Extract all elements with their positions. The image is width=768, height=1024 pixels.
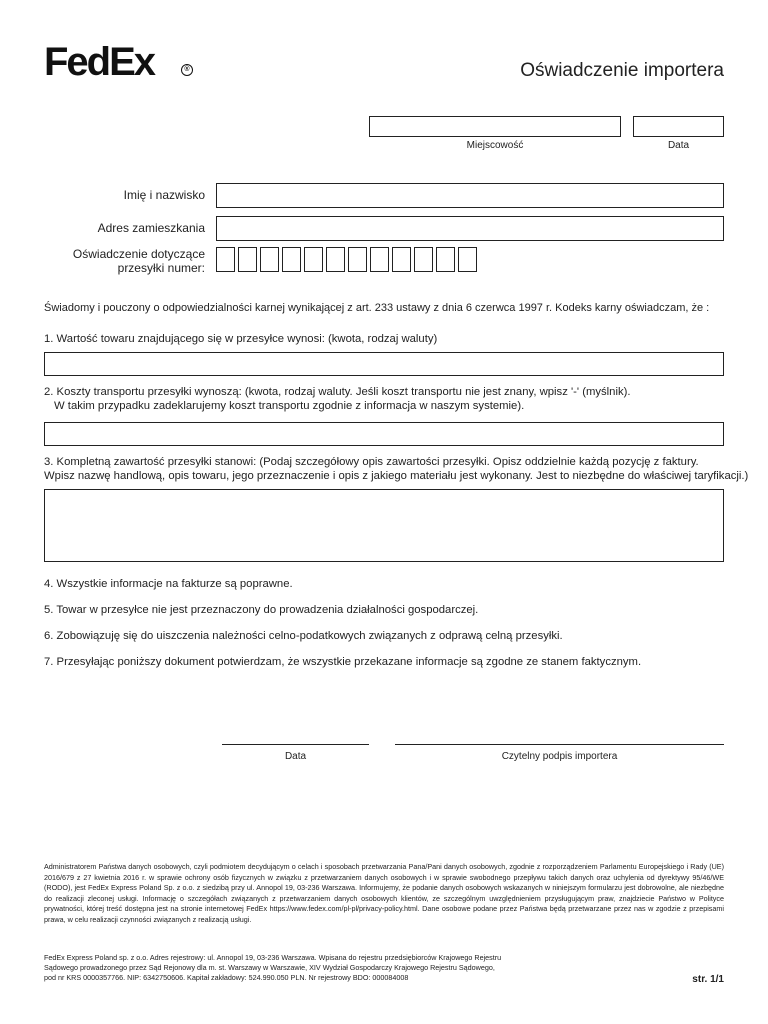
address-label: Adres zamieszkania bbox=[97, 221, 205, 235]
address-input[interactable] bbox=[216, 216, 724, 241]
signature-line[interactable] bbox=[395, 744, 724, 745]
item-3-textarea[interactable] bbox=[44, 489, 724, 562]
company-info bbox=[44, 953, 604, 983]
shipment-digit-box[interactable] bbox=[238, 247, 257, 272]
place-caption: Miejscowość bbox=[466, 140, 524, 151]
shipment-digit-box[interactable] bbox=[436, 247, 455, 272]
shipment-digit-box[interactable] bbox=[326, 247, 345, 272]
shipment-digit-box[interactable] bbox=[216, 247, 235, 272]
place-input[interactable] bbox=[369, 116, 621, 137]
page-number: str. 1/1 bbox=[692, 974, 724, 985]
item-6-text: 6. Zobowiązuję się do uiszczenia należności celno-podatkowych związanych z odprawą celną przesyłki. bbox=[44, 630, 563, 642]
item-3-text-line1: 3. Kompletną zawartość przesyłki stanowi: (Podaj szczegółowy opis zawartości przesyłki. Opisz oddzielnie każdą pozycję z faktury. bbox=[44, 456, 699, 468]
item-2-text-line1: 2. Koszty transportu przesyłki wynoszą: (kwota, rodzaj waluty. Jeśli koszt transportu nie jest znany, wpisz '-' (myślnik). bbox=[44, 386, 631, 398]
date-caption: Data bbox=[667, 140, 690, 151]
name-input[interactable] bbox=[216, 183, 724, 208]
date-signature-line[interactable] bbox=[222, 744, 369, 745]
registered-mark: ® bbox=[181, 64, 193, 76]
item-1-input[interactable] bbox=[44, 352, 724, 376]
shipment-digit-box[interactable] bbox=[304, 247, 323, 272]
shipment-digit-box[interactable] bbox=[282, 247, 301, 272]
name-label: Imię i nazwisko bbox=[123, 188, 205, 202]
fedex-logo bbox=[44, 42, 154, 82]
company-info-line3: pod nr KRS 0000357766. NIP: 6342750606. Kapitał zakładowy: 524.990.050 PLN. Nr rejestrowy BDO: 000084008 bbox=[44, 973, 409, 982]
date-input[interactable] bbox=[633, 116, 724, 137]
shipment-label-line2: przesyłki numer: bbox=[117, 261, 205, 275]
company-info-line1: FedEx Express Poland sp. z o.o. Adres rejestrowy: ul. Annopol 19, 03-236 Warszawa. Wpisana do rejestru przedsiębiorców Krajowego Rejestru bbox=[44, 953, 502, 962]
shipment-digit-box[interactable] bbox=[414, 247, 433, 272]
shipment-number-boxes bbox=[216, 247, 506, 273]
privacy-notice: Administratorem Państwa danych osobowych, czyli podmiotem decydującym o celach i sposobach przetwarzania Pana/Pani danych osobowych, zgodnie z rozporządzeniem Parlamentu Europejskiego i Rady (UE) 2016/679 z 27 kwietnia 2016 r. w sprawie ochrony osób fizycznych w związku z przetwarzaniem danych osobowych i w sprawie swobodnego przepływu takich danych oraz uchylenia od dyrektywy 95/46/WE (RODO), jest FedEx Express Poland Sp. z o.o. z siedzibą przy ul. Annopol 19, 03-236 Warszawa. Informujemy, że podanie danych osobowych wskazanych w niniejszym formularzu jest dobrowolne, ale niezbędne do realizacji zleconej usługi. Informację o szczegółach związanych z przetwarzaniem danych osobowych klientów, ze szczególnym uwzględnieniem przysługującym praw, znajdziecie Państwo w Polityce prywatności, której treść dostępna jest na stronie internetowej FedEx https://www.fedex.com/pl-pl/privacy-policy.html. Dane osobowe podane przez Państwa będą przetwarzane przez nas w zgodzie z przepisami prawa, w celu realizacji czynności związanych z realizacją usługi. bbox=[44, 862, 724, 924]
fedex-logo-text: FedEx bbox=[44, 40, 155, 84]
shipment-label bbox=[40, 247, 205, 275]
shipment-digit-box[interactable] bbox=[392, 247, 411, 272]
item-7-text: 7. Przesyłając poniższy dokument potwierdzam, że wszystkie przekazane informacje są zgodne ze stanem faktycznym. bbox=[44, 656, 642, 668]
shipment-digit-box[interactable] bbox=[260, 247, 279, 272]
page-title: Oświadczenie importera bbox=[520, 60, 724, 81]
shipment-digit-box[interactable] bbox=[370, 247, 389, 272]
signature-caption: Czytelny podpis importera bbox=[501, 751, 618, 762]
shipment-digit-box[interactable] bbox=[458, 247, 477, 272]
item-4-text: 4. Wszystkie informacje na fakturze są poprawne. bbox=[44, 578, 293, 590]
item-1-text: 1. Wartość towaru znajdującego się w przesyłce wynosi: (kwota, rodzaj waluty) bbox=[44, 333, 438, 345]
signature-date-caption: Data bbox=[284, 751, 307, 762]
statement-intro: Świadomy i pouczony o odpowiedzialności karnej wynikającej z art. 233 ustawy z dnia 6 czerwca 1997 r. Kodeks karny oświadczam, że : bbox=[44, 302, 710, 314]
item-2-input[interactable] bbox=[44, 422, 724, 446]
item-3-text-line2: Wpisz nazwę handlową, opis towaru, jego przeznaczenie i opis z jakiego materiału jest wykonany. Jest to niezbędne do właściwej taryfikacji.) bbox=[44, 470, 749, 482]
company-info-line2: Sądowego prowadzonego przez Sąd Rejonowy dla m. st. Warszawy w Warszawie, XIV Wydział Gospodarczy Krajowego Rejestru Sądowego, bbox=[44, 963, 495, 972]
item-5-text: 5. Towar w przesyłce nie jest przeznaczony do prowadzenia działalności gospodarczej. bbox=[44, 604, 479, 616]
shipment-digit-box[interactable] bbox=[348, 247, 367, 272]
shipment-label-line1: Oświadczenie dotyczące bbox=[72, 247, 205, 261]
item-2-text-line2: W takim przypadku zadeklarujemy koszt transportu zgodnie z informacja w naszym systemie). bbox=[54, 400, 525, 412]
